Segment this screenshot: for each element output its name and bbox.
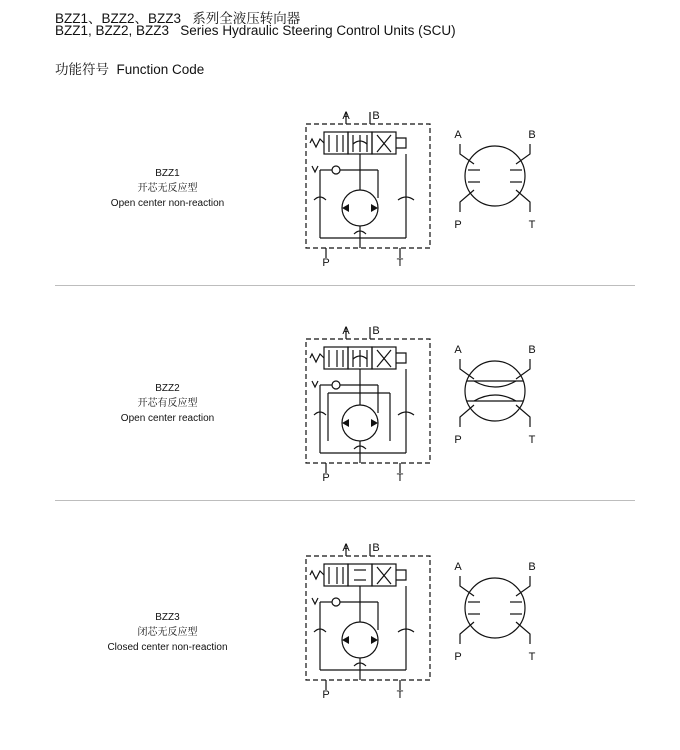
symbol-center-arc [474,395,516,401]
port-label-b: B [372,542,380,554]
check-valve [332,381,340,389]
spring-left [310,139,324,147]
unit-caption [80,610,255,655]
port-label-t: T [396,257,404,269]
section-title-cn: 功能符号 [55,62,109,77]
spring-marker [312,166,318,172]
unit-name-cn: 开芯有反应型 [137,398,198,409]
symbol-line-a [460,144,474,164]
port-label-p: P [322,472,330,484]
header-models-en: BZZ1, BZZ2, BZZ3 [55,23,170,38]
unit-caption [80,381,255,426]
motor-arrow-left [342,636,349,644]
steering-function-symbol [440,108,550,238]
symbol-line-p [460,622,474,644]
steering-cylinder-circle [465,578,525,638]
spring-marker [312,381,318,387]
spring-right [396,570,406,580]
valve-block-left [324,347,348,369]
symbol-center-arc [474,381,516,387]
port-label-b: B [528,561,536,573]
port-label-b: B [528,129,536,141]
symbol-line-a [460,359,474,379]
unit-caption [80,166,255,211]
spring-left [310,571,324,579]
symbol-line-p [460,190,474,212]
port-label-p: P [454,651,462,663]
header-series-cn: 系列全液压转向器 [192,11,301,26]
spring-right [396,353,406,363]
divider [55,285,635,286]
port-label-b: B [372,325,380,337]
motor-arrow-right [371,204,378,212]
unit-model: BZZ2 [155,383,180,394]
port-label-a: A [454,344,462,356]
port-label-t: T [528,651,536,663]
motor-arrow-right [371,636,378,644]
port-label-t: T [528,434,536,446]
port-label-a: A [342,542,350,554]
spring-left [310,354,324,362]
symbol-line-a [460,576,474,596]
divider [55,500,635,501]
section-title-en: Function Code [116,62,205,77]
steering-cylinder-circle [465,361,525,421]
unit-model: BZZ3 [155,612,180,623]
port-label-a: A [342,325,350,337]
hydraulic-circuit-diagram [298,540,438,702]
unit-name-en: Closed center non-reaction [107,642,228,653]
port-label-b: B [528,344,536,356]
motor-arrow-left [342,419,349,427]
unit-boundary [306,556,430,680]
unit-name-en: Open center reaction [120,413,215,424]
unit-name-cn: 闭芯无反应型 [137,627,198,638]
port-label-p: P [454,219,462,231]
symbol-line-t [516,405,530,427]
motor-arrow-left [342,204,349,212]
valve-block-left [324,132,348,154]
port-label-a: A [454,561,462,573]
port-label-p: P [322,689,330,701]
section-heading [55,58,204,78]
symbol-line-b [516,144,530,164]
symbol-line-b [516,359,530,379]
port-label-b: B [372,110,380,122]
spring-right [396,138,406,148]
symbol-line-p [460,405,474,427]
symbol-line-b [516,576,530,596]
port-label-a: A [342,110,350,122]
port-label-a: A [454,129,462,141]
header-models-cn: BZZ1、BZZ2、BZZ3 [55,11,182,26]
hydraulic-circuit-diagram [298,108,438,270]
unit-name-en: Open center non-reaction [110,198,225,209]
port-label-t: T [528,219,536,231]
motor-arrow-right [371,419,378,427]
steering-function-symbol [440,540,550,670]
unit-name-cn: 开芯无反应型 [137,183,198,194]
unit-row-bzz3 [0,540,680,750]
valve-block-center [348,564,372,586]
steering-cylinder-circle [465,146,525,206]
unit-boundary [306,339,430,463]
unit-model: BZZ1 [155,168,180,179]
hydraulic-circuit-diagram [298,323,438,485]
check-valve [332,598,340,606]
port-label-t: T [396,689,404,701]
header-series-en: Series Hydraulic Steering Control Units (SCU) [180,23,456,38]
port-label-t: T [396,472,404,484]
spring-marker [312,598,318,604]
unit-row-bzz2 [0,323,680,533]
steering-function-symbol [440,323,550,453]
unit-row-bzz1 [0,108,680,318]
check-valve [332,166,340,174]
valve-block-left [324,564,348,586]
symbol-line-t [516,622,530,644]
unit-boundary [306,124,430,248]
symbol-line-t [516,190,530,212]
header-title-en [55,23,456,38]
port-label-p: P [454,434,462,446]
port-label-p: P [322,257,330,269]
